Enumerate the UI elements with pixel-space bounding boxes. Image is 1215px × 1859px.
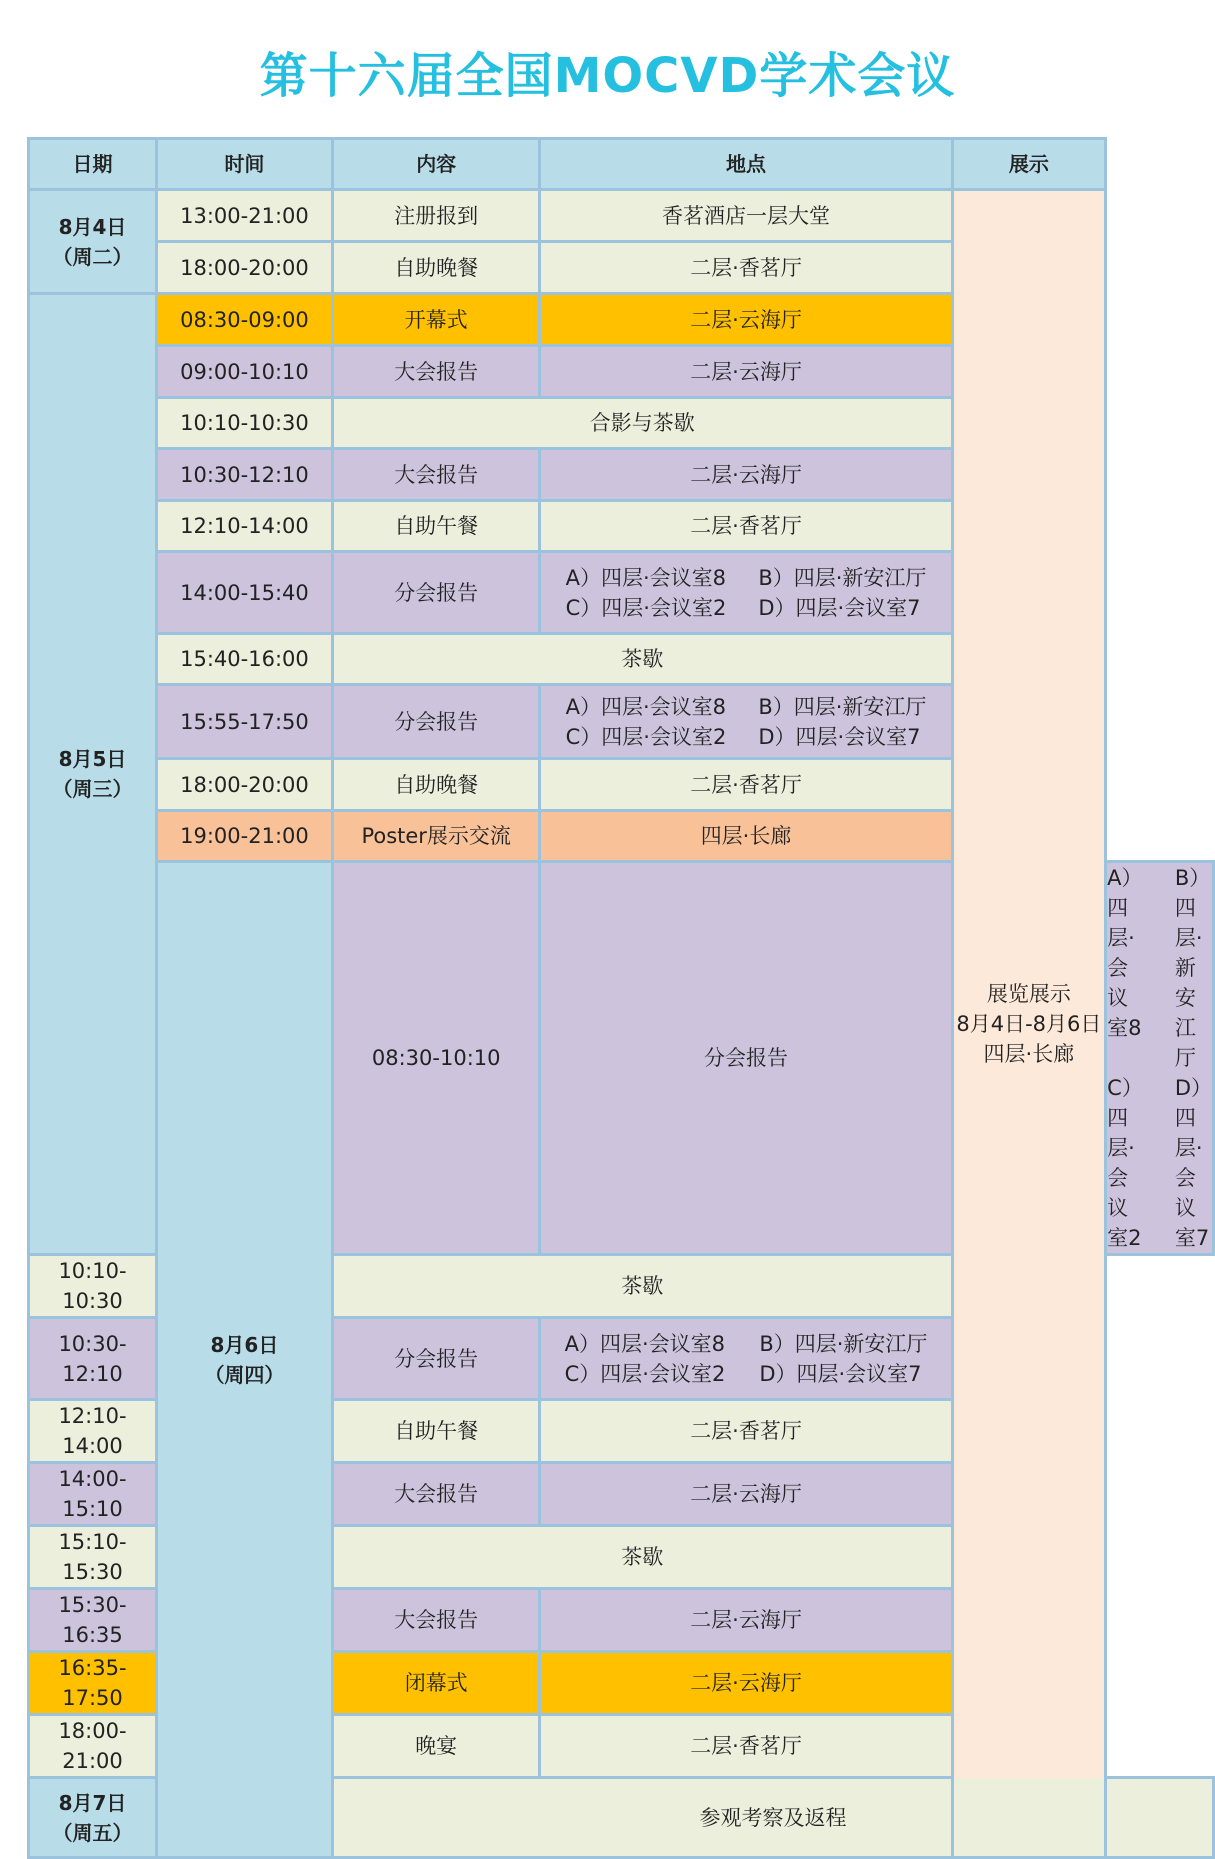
time-cell: 18:00-21:00: [29, 1715, 157, 1778]
location-cell: 二层·云海厅: [540, 1463, 952, 1526]
location-cell: A）四层·会议室8 B）四层·新安江厅 C）四层·会议室2 D）四层·会议室7: [540, 1318, 952, 1400]
content-cell: 自助晚餐: [332, 759, 540, 811]
location-cell: A）四层·会议室8 B）四层·新安江厅 C）四层·会议室2 D）四层·会议室7: [540, 552, 952, 634]
content-cell: 自助午餐: [332, 1400, 540, 1463]
schedule-table: [27, 137, 1215, 1859]
content-cell: 晚宴: [332, 1715, 540, 1778]
content-cell: 闭幕式: [332, 1652, 540, 1715]
header-content: 内容: [332, 139, 540, 190]
content-cell: 分会报告: [540, 862, 952, 1255]
content-cell: 参观考察及返程: [332, 1778, 1213, 1858]
date-cell: 8月4日 （周二）: [29, 190, 157, 294]
time-cell: 08:30-09:00: [156, 294, 332, 346]
time-cell: 16:35-17:50: [29, 1652, 157, 1715]
page-title: 第十六届全国MOCVD学术会议: [259, 48, 956, 104]
time-cell: 15:10-15:30: [29, 1526, 157, 1589]
content-cell: 自助晚餐: [332, 242, 540, 294]
date-cell: 8月5日 （周三）: [29, 294, 157, 1255]
time-cell: 13:00-21:00: [156, 190, 332, 242]
time-cell: 12:10-14:00: [156, 501, 332, 552]
time-cell: 10:30-12:10: [156, 449, 332, 501]
location-cell: 二层·香茗厅: [540, 759, 952, 811]
location-cell: A）四层·会议室8 B）四层·新安江厅 C）四层·会议室2 D）四层·会议室7: [540, 685, 952, 759]
time-cell: 10:10-10:30: [29, 1255, 157, 1318]
header-date: 日期: [29, 139, 157, 190]
location-cell: 二层·香茗厅: [540, 1400, 952, 1463]
time-cell: 19:00-21:00: [156, 811, 332, 862]
content-cell: 分会报告: [332, 685, 540, 759]
content-cell: 茶歇: [332, 1526, 952, 1589]
exhibit-cell: 展览展示 8月4日-8月6日 四层·长廊: [952, 190, 1106, 1858]
location-cell: 二层·云海厅: [540, 294, 952, 346]
time-cell: 08:30-10:10: [332, 862, 540, 1255]
header-location: 地点: [540, 139, 952, 190]
content-cell: Poster展示交流: [332, 811, 540, 862]
content-cell: 自助午餐: [332, 501, 540, 552]
header-row: [29, 139, 1214, 190]
location-cell: 二层·云海厅: [540, 449, 952, 501]
table-row: [29, 190, 1214, 242]
content-cell: 茶歇: [332, 1255, 952, 1318]
content-cell: 茶歇: [332, 634, 952, 685]
content-cell: 分会报告: [332, 552, 540, 634]
date-cell: 8月6日 （周四）: [156, 862, 332, 1858]
time-cell: 15:30-16:35: [29, 1589, 157, 1652]
content-cell: 大会报告: [332, 449, 540, 501]
content-cell: 大会报告: [332, 1463, 540, 1526]
time-cell: 15:40-16:00: [156, 634, 332, 685]
location-cell: 四层·长廊: [540, 811, 952, 862]
location-cell: 二层·香茗厅: [540, 1715, 952, 1778]
time-cell: 14:00-15:40: [156, 552, 332, 634]
time-cell: 18:00-20:00: [156, 242, 332, 294]
location-cell: A）四层·会议室8 B）四层·新安江厅 C）四层·会议室2 D）四层·会议室7: [1106, 862, 1214, 1255]
content-cell: 合影与茶歇: [332, 398, 952, 449]
time-cell: 09:00-10:10: [156, 346, 332, 398]
time-cell: 18:00-20:00: [156, 759, 332, 811]
header-exhibit: 展示: [952, 139, 1106, 190]
content-cell: 开幕式: [332, 294, 540, 346]
location-cell: 二层·云海厅: [540, 346, 952, 398]
location-cell: 二层·云海厅: [540, 1652, 952, 1715]
time-cell: 12:10-14:00: [29, 1400, 157, 1463]
time-cell: 10:30-12:10: [29, 1318, 157, 1400]
time-cell: 10:10-10:30: [156, 398, 332, 449]
location-cell: 二层·云海厅: [540, 1589, 952, 1652]
content-cell: 注册报到: [332, 190, 540, 242]
location-cell: 二层·香茗厅: [540, 242, 952, 294]
time-cell: 14:00-15:10: [29, 1463, 157, 1526]
content-cell: 分会报告: [332, 1318, 540, 1400]
date-cell: 8月7日 （周五）: [29, 1778, 157, 1858]
content-cell: 大会报告: [332, 1589, 540, 1652]
header-time: 时间: [156, 139, 332, 190]
location-cell: 香茗酒店一层大堂: [540, 190, 952, 242]
content-cell: 大会报告: [332, 346, 540, 398]
time-cell: 15:55-17:50: [156, 685, 332, 759]
location-cell: 二层·香茗厅: [540, 501, 952, 552]
